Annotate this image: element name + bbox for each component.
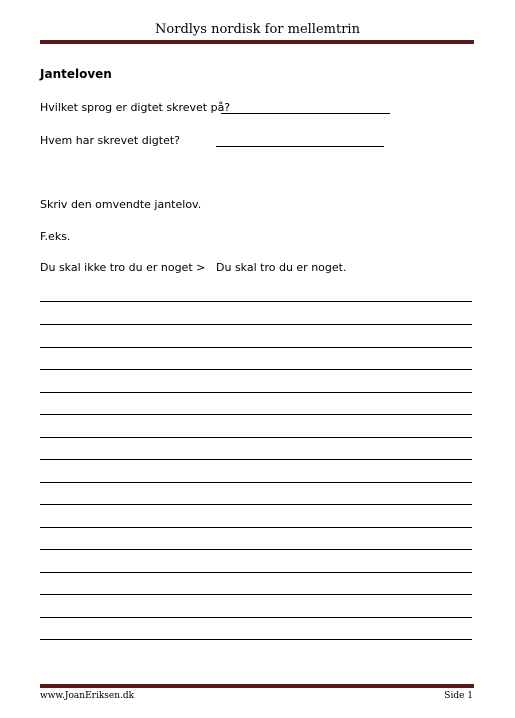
example-label: F.eks.: [40, 230, 71, 243]
instruction-text: Skriv den omvendte jantelov.: [40, 198, 202, 211]
example-negative: Du skal ikke tro du er noget >: [40, 261, 206, 274]
example-positive: Du skal tro du er noget.: [216, 261, 347, 274]
writing-line: [40, 639, 472, 640]
answer-line-author: [216, 146, 384, 147]
writing-line: [40, 549, 472, 550]
writing-line: [40, 414, 472, 415]
writing-line: [40, 594, 472, 595]
footer-divider: [40, 684, 474, 688]
page-number: Side 1: [444, 691, 473, 701]
writing-line: [40, 369, 472, 370]
section-title: Janteloven: [40, 67, 112, 81]
writing-line: [40, 301, 472, 302]
writing-line: [40, 459, 472, 460]
writing-line: [40, 504, 472, 505]
question-author: Hvem har skrevet digtet?: [40, 134, 180, 147]
writing-line: [40, 437, 472, 438]
writing-line: [40, 347, 472, 348]
header-divider: [40, 40, 474, 44]
document-title: Nordlys nordisk for mellemtrin: [155, 22, 360, 37]
writing-line: [40, 572, 472, 573]
writing-line: [40, 324, 472, 325]
writing-line: [40, 527, 472, 528]
answer-line-language: [221, 113, 390, 114]
writing-line: [40, 617, 472, 618]
writing-line: [40, 392, 472, 393]
question-language: Hvilket sprog er digtet skrevet på?: [40, 101, 231, 114]
writing-line: [40, 482, 472, 483]
footer-website: www.JoanEriksen.dk: [40, 691, 135, 701]
